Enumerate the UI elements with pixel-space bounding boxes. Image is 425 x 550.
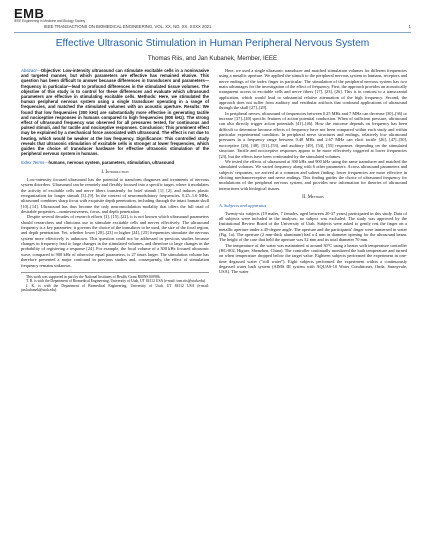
section-heading-methods: II. Methods: [302, 194, 324, 200]
header-rule: [14, 32, 411, 33]
page-number: 1: [408, 24, 411, 29]
logo-subtext: IEEE Engineering in Medicine and Biology Society: [14, 19, 86, 23]
footnote-funding: This work was supported in part by the National Institutes of Health, Grant R00NS100986.: [26, 274, 161, 279]
section-heading-introduction: I. Introduction: [101, 169, 129, 175]
logo-text: EMB: [14, 6, 45, 21]
paragraph: Twenty-six subjects (19 males, 7 females, aged between 20-37 years) participated in this study. Data of all subjects were included in the analyses; no subject was excluded. The study was approved by the Institutional Review Board of the University of Utah. Subjects were asked to gently rest the finger on a metallic aperture under a 45-degree angle. The aperture and the participants' finger were immersed in water (Fig. 1a). The aperture (2 mm-thick aluminum) had a 4 mm in diameter opening for the ultrasound beam. The height of the case that held the aperture was 52 mm and its total diameter 70 mm.: [219, 210, 407, 243]
paper-title: Effective Ultrasonic Stimulation in Human Peripheral Nervous System: [55, 38, 370, 49]
footnote-author-1: T. R. is with the Department of Biomedical Engineering, University of Utah, UT 84112 USA (e-mail: tom.riis@utah.edu).: [26, 279, 206, 284]
subsection-heading: A. Subjects and apparatus: [219, 203, 267, 209]
embs-logo: [14, 6, 85, 23]
index-terms-text: humans, nervous system, parameters, stimulation, ultrasound: [48, 160, 175, 166]
right-column: [219, 68, 407, 275]
paragraph: In peripheral nerves, ultrasound of frequencies between 0.25 MHz and 7 MHz can decrease [30]–[36] or increase [37]–[40] specific features of action potential conduction. When of sufficient pressure, ultrasound can also directly trigger action potentials [41]–[46]. How the outcome depends on frequency has been difficult to determine because effects of frequency have not been compared within each study and within particular experimental condition. In peripheral nerve structures and endings, relatively low ultrasound pressures in a frequency range between 0.48 MHz and 2.67 MHz can elicit tactile [26], [47]–[50], nociceptive [26], [48], [51]–[53], and auditory [49], [54], [55] responses, depending on the stimulated structure. Tactile and nociceptive responses appear to be more effectively triggered at lower frequencies [23], but the effects have been confounded by the stimulated volumes.: [219, 110, 407, 159]
paragraph: The temperature of the water was maintained at around 30°C using a heater with temperature controller (HG-802, Higuer, Shenzhen, China). The controller continually monitored the bath temperature and turned on when temperature dropped below the target value. Eighteen subjects performed the experiment in one-time degassed water ("still water"). Eight subjects performed the experiment within a continuously degassed water bath system (AIMS III system with AQUAS-10 Water Conditioner, Onda, Sunnyvale, USA). The water: [219, 242, 407, 275]
paragraph: Low-intensity focused ultrasound has the potential to transform diagnoses and treatments of nervous system disorders. Ultrasound can be remotely and flexibly focused into a specific target, where it modulates the activity of excitable cells and nerve fibers transiently for brief stimuli [1], [2], and induces plastic reorganization for longer stimuli [3]–[9]. In the context of neuromodulatory frequencies, 0.25–1.0 MHz, ultrasound combines sharp focus with exquisite depth penetration, including through the intact human skull [10]–[14]. Ultrasound has thus become the only neuromodulation modality that offers the full triad of desirable properties—noninvasiveness, focus, and depth penetration.: [21, 177, 209, 215]
abstract-label: Abstract—: [21, 68, 41, 73]
paragraph: Here, we used a single ultrasonic transducer and matched stimulation volumes for different frequencies using a metallic aperture. We applied the stimuli to the peripheral nervous system in humans, receptors and nerve endings of the index finger in particular. The stimulation of the peripheral nervous system has two main advantages for the investigation of the effect of frequency. First, the approach provides an acoustically transparent access to excitable cells and nerve fibers [17], [23], [26]. This is in contrast to a transcranial application, which would lead to substantial relative attenuation of the high frequency. Second, the approach does not suffer from auditory and vestibular artifacts that confound applications of ultrasound through the skull [27]–[29].: [219, 68, 407, 111]
footnotes: [21, 272, 209, 293]
paragraph: Despite several decades of research efforts [3], [15]–[22], it is not known which ultrasound parameters should researchers and clinicians use to stimulate excitable cells and nerves effectively. The ultrasound frequency is a key parameter; it governs the choice of the transducer to be used, the size of the focal region, and depth penetration. Yet, whether lower [20]–[23] or higher [24], [25] frequencies stimulate the nervous system more effectively is unknown. This question could not be addressed in previous studies because changes in frequency lead to large changes in the stimulated volumes, and therefore to large changes in the probability of registering a response [24]. For example, the focal volume of a 300 kHz focused ultrasonic wave, compared to 900 kHz of otherwise equal parameters, is 27 times larger. The stimulation volume has therefore presented a major confound in previous studies and, consequently, the effect of stimulation frequency remains unknown.: [21, 214, 209, 268]
paper-authors: Thomas Riis, and Jan Kubanek, Member, IEEE: [147, 55, 278, 62]
abstract-text: Objective: Low-intensity ultrasound can stimulate excitable cells in a noninvasive and targeted manner, but which parameters are effective has remained elusive. This question has been difficult to answer because differences in transducers and parameters—frequency in particular—lead to profound differences in the stimulated tissue volumes. The objective of this study is to control for these differences and evaluate which ultrasound parameters are effective in stimulating excitable cells. Methods: Here, we stimulated the human peripheral nervous system using a single transducer operating in a range of frequencies, and matched the stimulated volumes with an acoustic aperture. Results: We found that low frequencies (300 kHz) are substantially more effective in generating tactile and nociceptive responses in humans compared to high frequencies (900 kHz). The strong effect of ultrasound frequency was observed for all pressures tested, for continuous and pulsed stimuli, and for tactile and nociceptive responses. Conclusion: This prominent effect may be explained by a mechanical force associated with ultrasound. The effect is not due to heating, which would be weaker at the low frequency. Significance: This controlled study reveals that ultrasonic stimulation of excitable cells is stronger at lower frequencies, which guides the choice of transducer hardware for effective ultrasonic stimulation of the peripheral nervous system in humans.: [21, 68, 209, 157]
paragraph: We tested the effects of ultrasound at 300 kHz and 900 kHz using the same transducer and matched the stimulated volumes. We varied frequency along with 6 other parameters. Across ultrasound parameters and subjects' responses, we arrived at a common and salient finding: lower frequencies are more effective in eliciting mechanoreceptive and nerve endings. This finding guides the choice of ultrasound frequency for modulations of the peripheral nervous system, and provides new information for theories of ultrasound interactions with biological tissues.: [219, 158, 407, 191]
index-terms-label: Index Terms—: [21, 160, 49, 166]
left-column: [21, 68, 209, 293]
abstract: [21, 68, 209, 156]
journal-header: IEEE TRANSACTIONS ON BIOMEDICAL ENGINEERING, VOL. XX, NO. XX, XXXX 2021: [44, 24, 212, 29]
index-terms: [21, 160, 209, 165]
footnote-author-2: J. K. is with the Department of Biomedical Engineering, University of Utah, UT 84112 USA (e-mail: jan.kubanek@utah.edu).: [21, 283, 209, 293]
